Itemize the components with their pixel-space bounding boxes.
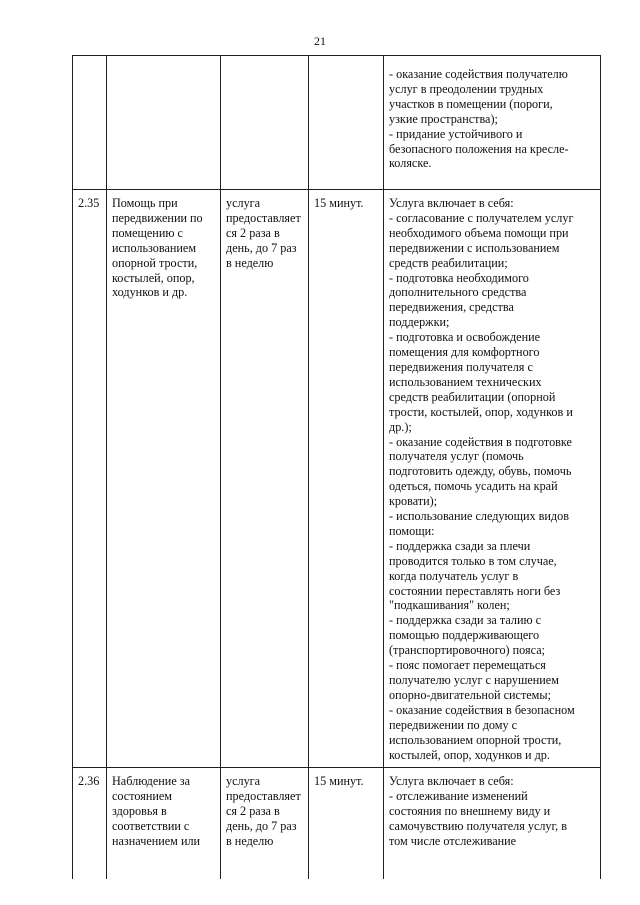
cell-line: (транспортировочного) пояса;	[389, 643, 545, 658]
cell-line: в неделю	[226, 833, 274, 848]
cell-line: коляске.	[389, 156, 432, 171]
cell-line: услуга	[226, 196, 261, 210]
cell-line: - подготовка и освобождение	[389, 330, 541, 345]
cell-line: Помощь при	[112, 196, 178, 210]
frequency-cell	[221, 768, 309, 880]
cell-line: услуг в преодолении трудных	[389, 81, 544, 96]
cell-line: помощью поддерживающего	[389, 628, 540, 643]
description-cell	[384, 768, 601, 880]
cell-line: - пояс помогает перемещаться	[389, 658, 546, 673]
cell-line: опорно-двигательной системы;	[389, 687, 551, 702]
cell-line: состояния по внешнему виду и	[389, 803, 551, 818]
cell-line: состоянием	[112, 788, 173, 803]
service-name-cell	[107, 56, 221, 190]
cell-line: опорной трости,	[112, 255, 198, 270]
cell-line: дополнительного средства	[389, 285, 527, 300]
description-cell	[384, 190, 601, 768]
cell-line: передвижения, средства	[389, 300, 514, 315]
cell-line: предоставляет	[226, 210, 301, 225]
cell-line: необходимого объема помощи при	[389, 225, 569, 240]
description-cell	[384, 56, 601, 190]
cell-line: средств реабилитации;	[389, 255, 508, 270]
cell-line: костылей, опор,	[112, 270, 195, 285]
cell-line: - оказание содействия в подготовке	[389, 434, 572, 449]
services-table	[72, 55, 601, 879]
cell-line: передвижении с использованием	[389, 240, 560, 255]
cell-line: проводится только в том случае,	[389, 553, 557, 568]
service-number-cell: 2.36	[73, 768, 107, 880]
cell-line: Наблюдение за	[112, 774, 191, 788]
cell-line: услуга	[226, 774, 261, 788]
cell-line: получателя услуг (помочь	[389, 449, 524, 464]
cell-line: - оказание содействия получателю	[389, 67, 568, 81]
frequency-cell	[221, 190, 309, 768]
cell-line: поддержки;	[389, 315, 450, 330]
cell-line: состоянии переставлять ноги без	[389, 583, 561, 598]
cell-line: назначением или	[112, 833, 201, 848]
cell-line: в неделю	[226, 255, 274, 270]
service-number-cell	[73, 56, 107, 190]
service-number-cell: 2.35	[73, 190, 107, 768]
cell-line: самочувствию получателя услуг, в	[389, 818, 568, 833]
cell-line: одеться, помочь усадить на край	[389, 479, 558, 494]
duration-cell: 15 минут.	[309, 190, 384, 768]
cell-line: - согласование с получателем услуг	[389, 210, 574, 225]
cell-line: предоставляет	[226, 788, 301, 803]
cell-line: - использование следующих видов	[389, 509, 569, 524]
cell-line: - оказание содействия в безопасном	[389, 702, 575, 717]
cell-line: Услуга включает в себя:	[389, 196, 514, 210]
service-name-cell	[107, 768, 221, 880]
cell-line: передвижения получателя с	[389, 359, 533, 374]
cell-line: когда получатель услуг в	[389, 568, 519, 583]
cell-line: - отслеживание изменений	[389, 788, 528, 803]
service-name-cell	[107, 190, 221, 768]
cell-line: день, до 7 раз	[226, 240, 297, 255]
cell-line: помещения для комфортного	[389, 345, 540, 360]
table-row	[73, 190, 601, 768]
cell-line: использованием опорной трости,	[389, 732, 562, 747]
cell-line: - поддержка сзади за плечи	[389, 538, 531, 553]
cell-line: помощи:	[389, 523, 435, 538]
cell-line: передвижении по	[112, 210, 203, 225]
cell-line: подготовить одежду, обувь, помочь	[389, 464, 572, 479]
cell-line: ся 2 раза в	[226, 225, 280, 240]
frequency-cell	[221, 56, 309, 190]
cell-line: здоровья в	[112, 803, 167, 818]
cell-line: участков в помещении (пороги,	[389, 96, 553, 111]
cell-line: получателю услуг с нарушением	[389, 673, 559, 687]
duration-cell	[309, 56, 384, 190]
cell-line: передвижении по дому с	[389, 717, 518, 732]
cell-line: соответствии с	[112, 818, 190, 833]
cell-line: день, до 7 раз	[226, 818, 297, 833]
cell-line: использованием технических	[389, 374, 542, 389]
cell-line: ходунков и др.	[112, 285, 188, 300]
table-row	[73, 768, 601, 880]
cell-line: помещению с	[112, 225, 183, 240]
table-row	[73, 56, 601, 190]
cell-line: средств реабилитации (опорной	[389, 389, 556, 404]
cell-line: - подготовка необходимого	[389, 270, 529, 285]
cell-line: - поддержка сзади за талию с	[389, 613, 542, 628]
cell-line: использованием	[112, 240, 197, 255]
page-number: 21	[314, 34, 326, 48]
cell-line: кровати);	[389, 494, 438, 509]
cell-line: Услуга включает в себя:	[389, 774, 514, 788]
cell-line: безопасного положения на кресле-	[389, 141, 569, 156]
cell-line: костылей, опор, ходунков и др.	[389, 747, 550, 762]
cell-line: ся 2 раза в	[226, 803, 280, 818]
cell-line: "подкашивания" колен;	[389, 598, 510, 613]
cell-line: трости, костылей, опор, ходунков и	[389, 404, 573, 419]
cell-line: - придание устойчивого и	[389, 126, 523, 141]
cell-line: том числе отслеживание	[389, 833, 517, 848]
duration-cell: 15 минут.	[309, 768, 384, 880]
cell-line: узкие пространства);	[389, 111, 498, 126]
cell-line: др.);	[389, 419, 412, 434]
